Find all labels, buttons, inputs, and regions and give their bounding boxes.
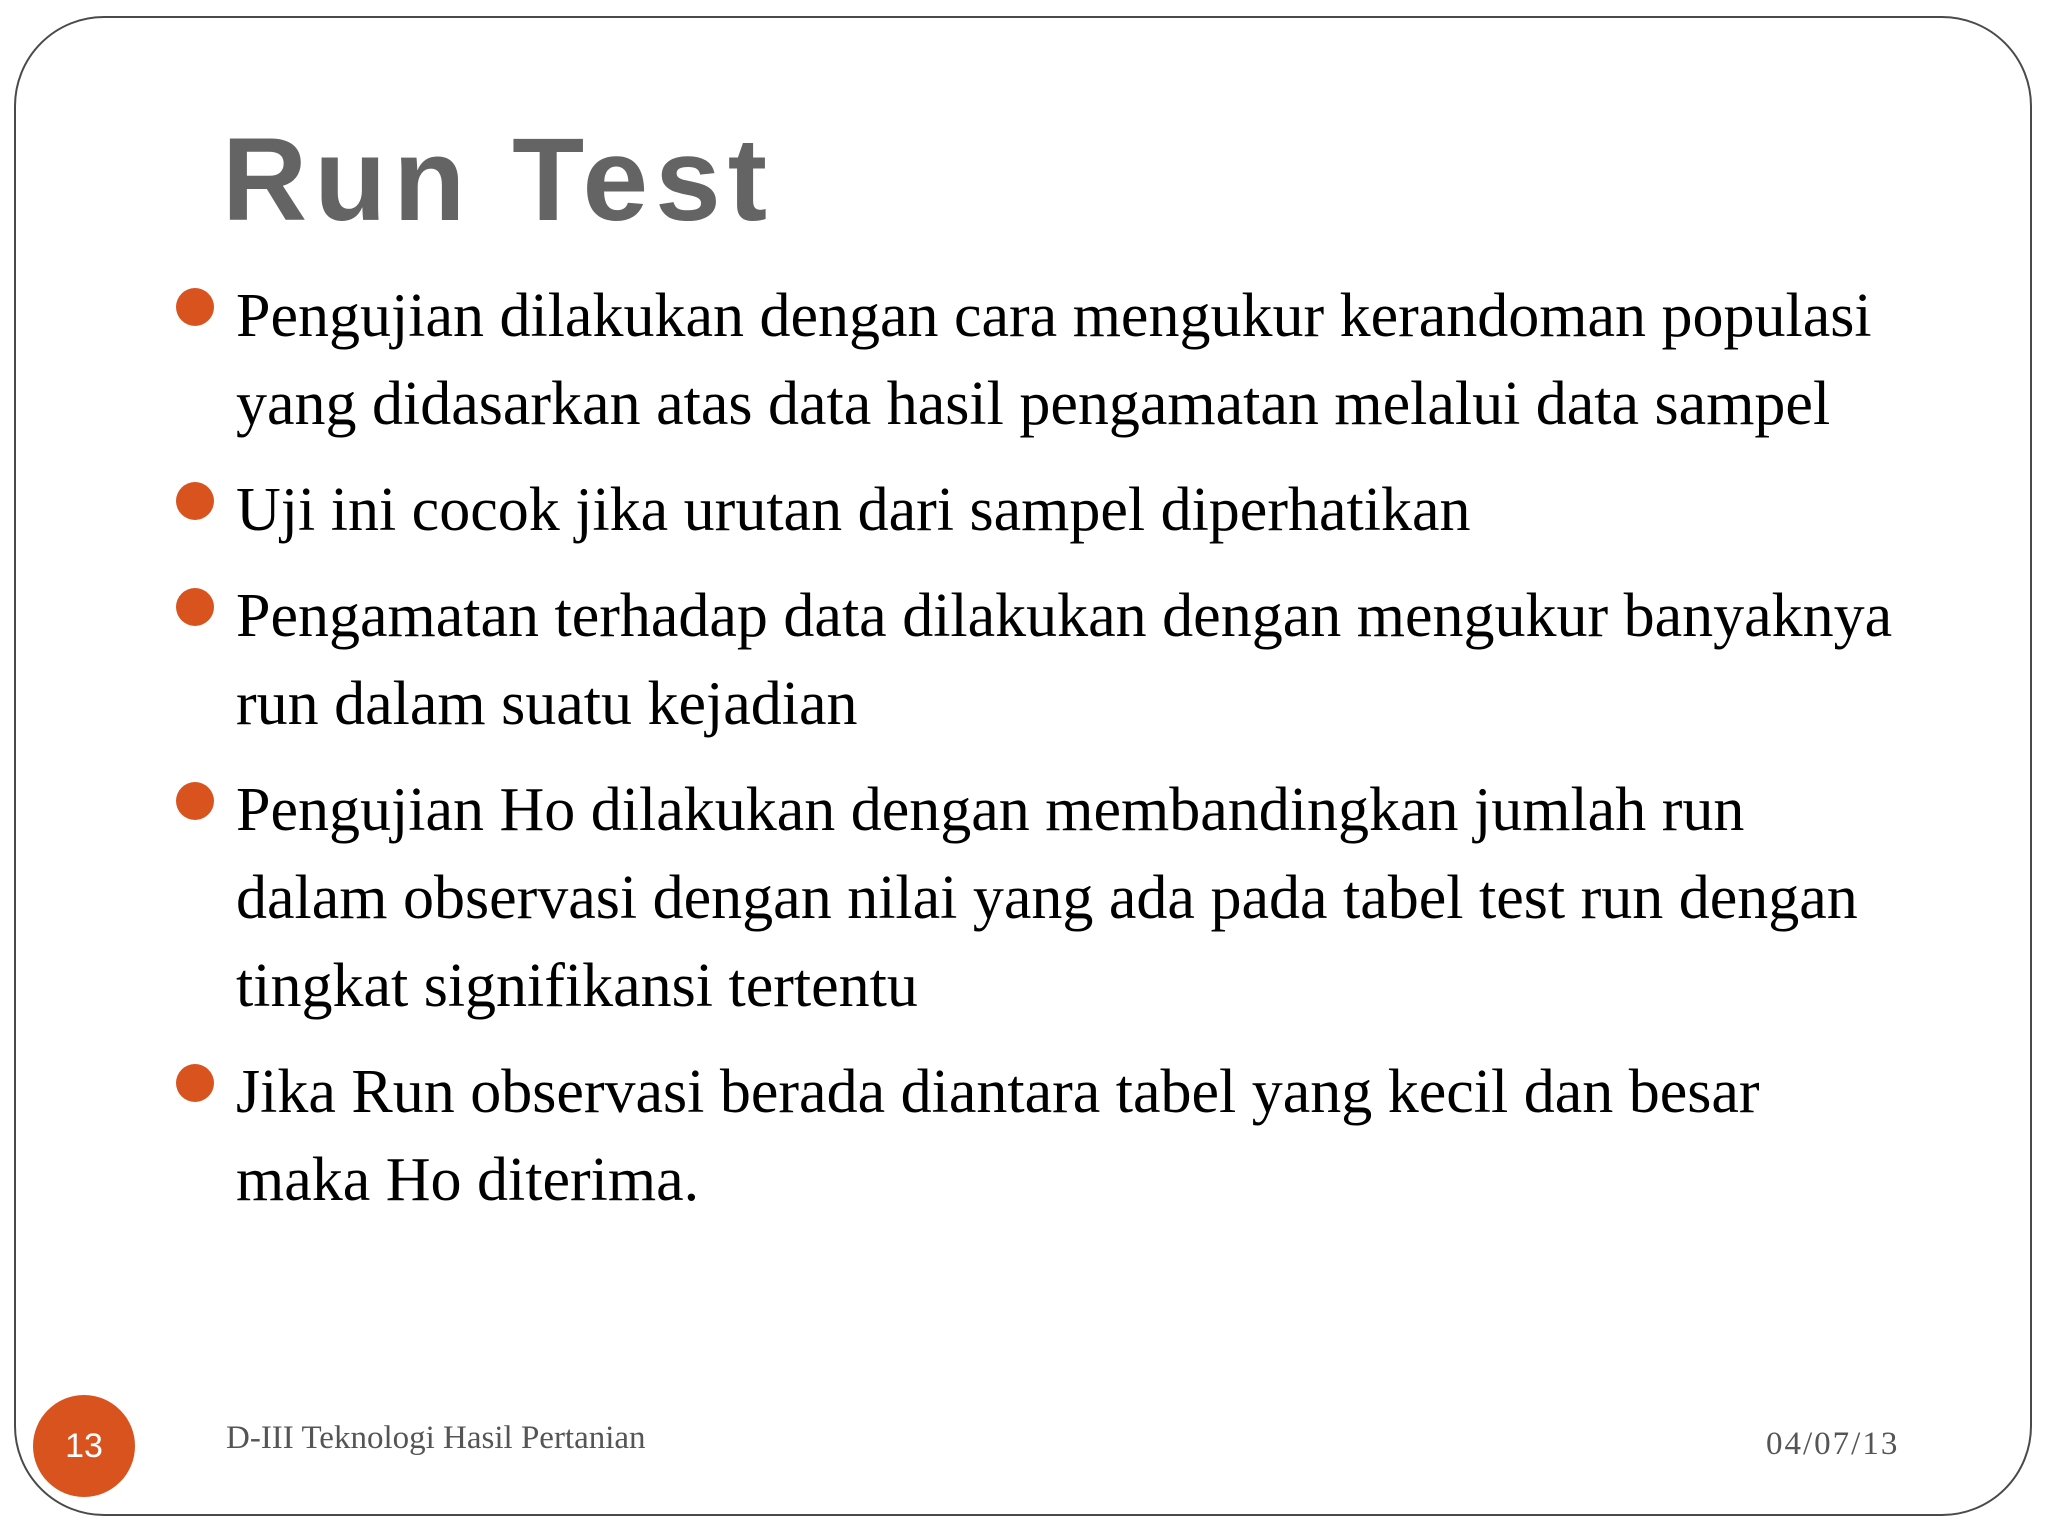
bullet-text: Uji ini cocok jika urutan dari sampel diperhatikan — [236, 476, 1471, 544]
bullet-text: Pengamatan terhadap data dilakukan dengan mengukur banyaknya run dalam suatu kejadian — [236, 582, 1893, 738]
bullet-text: Jika Run observasi berada diantara tabel yang kecil dan besar maka Ho diterima. — [236, 1058, 1760, 1214]
page-number-badge: 13 — [33, 1395, 135, 1497]
bullet-dot-icon — [176, 482, 214, 520]
bullet-item — [176, 272, 1896, 448]
bullet-item — [176, 766, 1896, 1030]
footer-text: D-III Teknologi Hasil Pertanian — [226, 1420, 646, 1456]
bullet-dot-icon — [176, 588, 214, 626]
bullet-dot-icon — [176, 288, 214, 326]
bullet-item — [176, 1048, 1896, 1224]
bullet-item — [176, 572, 1896, 748]
bullet-dot-icon — [176, 782, 214, 820]
bullet-text: Pengujian dilakukan dengan cara mengukur kerandoman populasi yang didasarkan atas data hasil pengamatan melalui data sampel — [236, 282, 1872, 438]
footer-date: 04/07/13 — [1766, 1426, 1900, 1462]
bullet-text: Pengujian Ho dilakukan dengan membandingkan jumlah run dalam observasi dengan nilai yang ada pada tabel test run dengan tingkat signifikansi tertentu — [236, 776, 1858, 1020]
bullet-dot-icon — [176, 1064, 214, 1102]
bullet-item — [176, 466, 1896, 554]
bullet-list — [176, 272, 1896, 1242]
slide-title: Run Test — [222, 114, 775, 246]
